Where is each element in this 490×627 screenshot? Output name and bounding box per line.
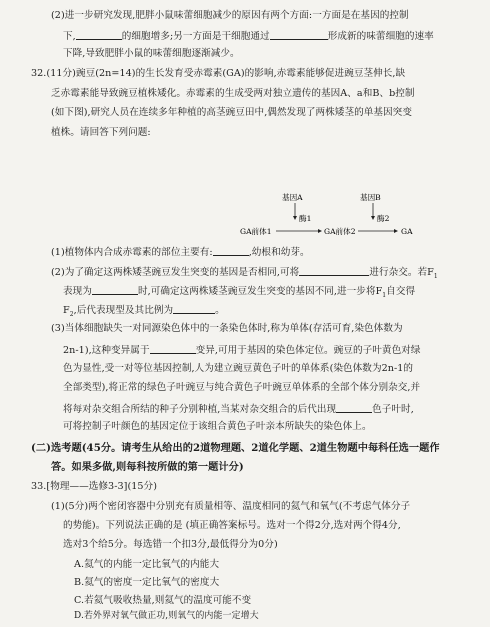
q32-part3-line4: 全部类型),将正常的绿色子叶豌豆与纯合黄色子叶豌豆单体系的全部个体分别杂交,并 — [63, 382, 421, 393]
answer-blank[interactable] — [150, 344, 196, 354]
q32-part3-line6: 可将控制子叶颜色的基因定位于该组合黄色子叶亲本所缺失的染色体上。 — [63, 421, 372, 432]
answer-blank[interactable] — [173, 304, 215, 314]
q33-part1-line2: 的势能)。下列说法正确的是 (填正确答案标号。选对一个得2分,选对两个得4分, — [63, 520, 401, 531]
q32-part2-line3: $F_2$,后代表现型及其比例为 。 — [63, 305, 225, 318]
answer-blank[interactable] — [92, 285, 138, 295]
q33-title: 33.[物理——选修3-3](15分) — [31, 481, 157, 492]
q32-part3-line3: 色为显性,受一对等位基因控制,人为建立豌豆黄色子叶的单体系(染色体数为2n-1的 — [63, 363, 414, 374]
q32-intro-line4: 植株。请回答下列问题: — [51, 127, 151, 138]
answer-blank[interactable] — [213, 246, 249, 256]
q32-part1: (1)植物体内合成赤霉素的部位主要有: ,幼根和幼芽。 — [51, 247, 310, 258]
ga-label: GA — [401, 227, 413, 236]
answer-blank[interactable] — [270, 30, 328, 40]
q32-intro-line3: (如下图),研究人员在连续多年种植的高茎豌豆田中,偶然发现了两株矮茎的单基因突变 — [51, 107, 412, 118]
q32-part3-line1: (3)当体细胞缺失一对同源染色体中的一条染色体时,称为单体(存活可育,染色体数为 — [51, 323, 403, 334]
option-d[interactable]: D.若外界对氧气做正功,则氧气的内能一定增大 — [74, 611, 259, 621]
gene-b-label: 基因B — [360, 193, 381, 202]
gene-a-arrowhead — [293, 216, 297, 220]
reaction-arrowhead-2 — [394, 229, 398, 233]
gene-b-arrowhead — [371, 216, 375, 220]
q32-intro-line2: 乏赤霉素能导致豌豆植株矮化。赤霉素的生成受两对独立遗传的基因A、a和B、b控制 — [51, 88, 415, 99]
q31-part2-line2: 下, 的细胞增多;另一方面是干细胞通过 形成新的味蕾细胞的速率 — [63, 31, 434, 42]
reaction-arrowhead-1 — [318, 229, 322, 233]
q31-part2-line1: (2)进一步研究发现,肥胖小鼠味蕾细胞减少的原因有两个方面:一方面是在基因的控制 — [51, 10, 409, 21]
q32-intro-line1: 32.(11分)豌豆(2n=14)的生长发育受赤霉素(GA)的影响,赤霉素能够促进豌豆茎伸长,缺 — [31, 68, 406, 79]
ga-synthesis-pathway-diagram — [240, 192, 440, 242]
ga-precursor2-label: GA前体2 — [324, 227, 356, 236]
q32-part2-line2: 表现为 时,可确定这两株矮茎豌豆发生突变的基因不同,进一步将$F_1$自交得 — [63, 286, 416, 299]
ga-precursor1-label: GA前体1 — [240, 227, 272, 236]
enzyme1-label: 酶1 — [299, 214, 312, 223]
q32-part3-line2: 2n-1),这种变异属于 变异,可用于基因的染色体定位。豌豆的子叶黄色对绿 — [63, 345, 421, 356]
q33-part1-line3: 选对3个给5分。每选错一个扣3分,最低得分为0分) — [63, 539, 278, 550]
answer-blank[interactable] — [299, 266, 369, 276]
elective-section-heading: (二)选考题(45分。请考生从给出的2道物理题、2道化学题、2道生物题中每科任选一题作 — [31, 442, 440, 454]
q31-part2-line3: 下降,导致肥胖小鼠的味蕾细胞逐渐减少。 — [63, 48, 240, 59]
q32-part3-line5: 将每对杂交组合所结的种子分别种植,当某对杂交组合的后代出现 色子叶时, — [63, 404, 414, 415]
q32-part2-line1: (2)为了确定这两株矮茎豌豆发生突变的基因是否相同,可将 进行杂交。若$F_1$ — [51, 267, 438, 280]
q33-part1-line1: (1)(5分)两个密闭容器中分别充有质量相等、温度相同的氦气和氧气(不考虑气体分子 — [51, 501, 411, 512]
answer-blank[interactable] — [336, 403, 372, 413]
option-c[interactable]: C.若氦气吸收热量,则氦气的温度可能不变 — [74, 595, 252, 606]
gene-a-label: 基因A — [282, 193, 303, 202]
option-a[interactable]: A.氦气的内能一定比氧气的内能大 — [74, 559, 220, 570]
answer-blank[interactable] — [76, 30, 122, 40]
option-b[interactable]: B.氦气的密度一定比氧气的密度大 — [74, 577, 220, 588]
elective-section-note: 答。如果多做,则每科按所做的第一题计分) — [51, 461, 244, 473]
enzyme2-label: 酶2 — [377, 214, 390, 223]
